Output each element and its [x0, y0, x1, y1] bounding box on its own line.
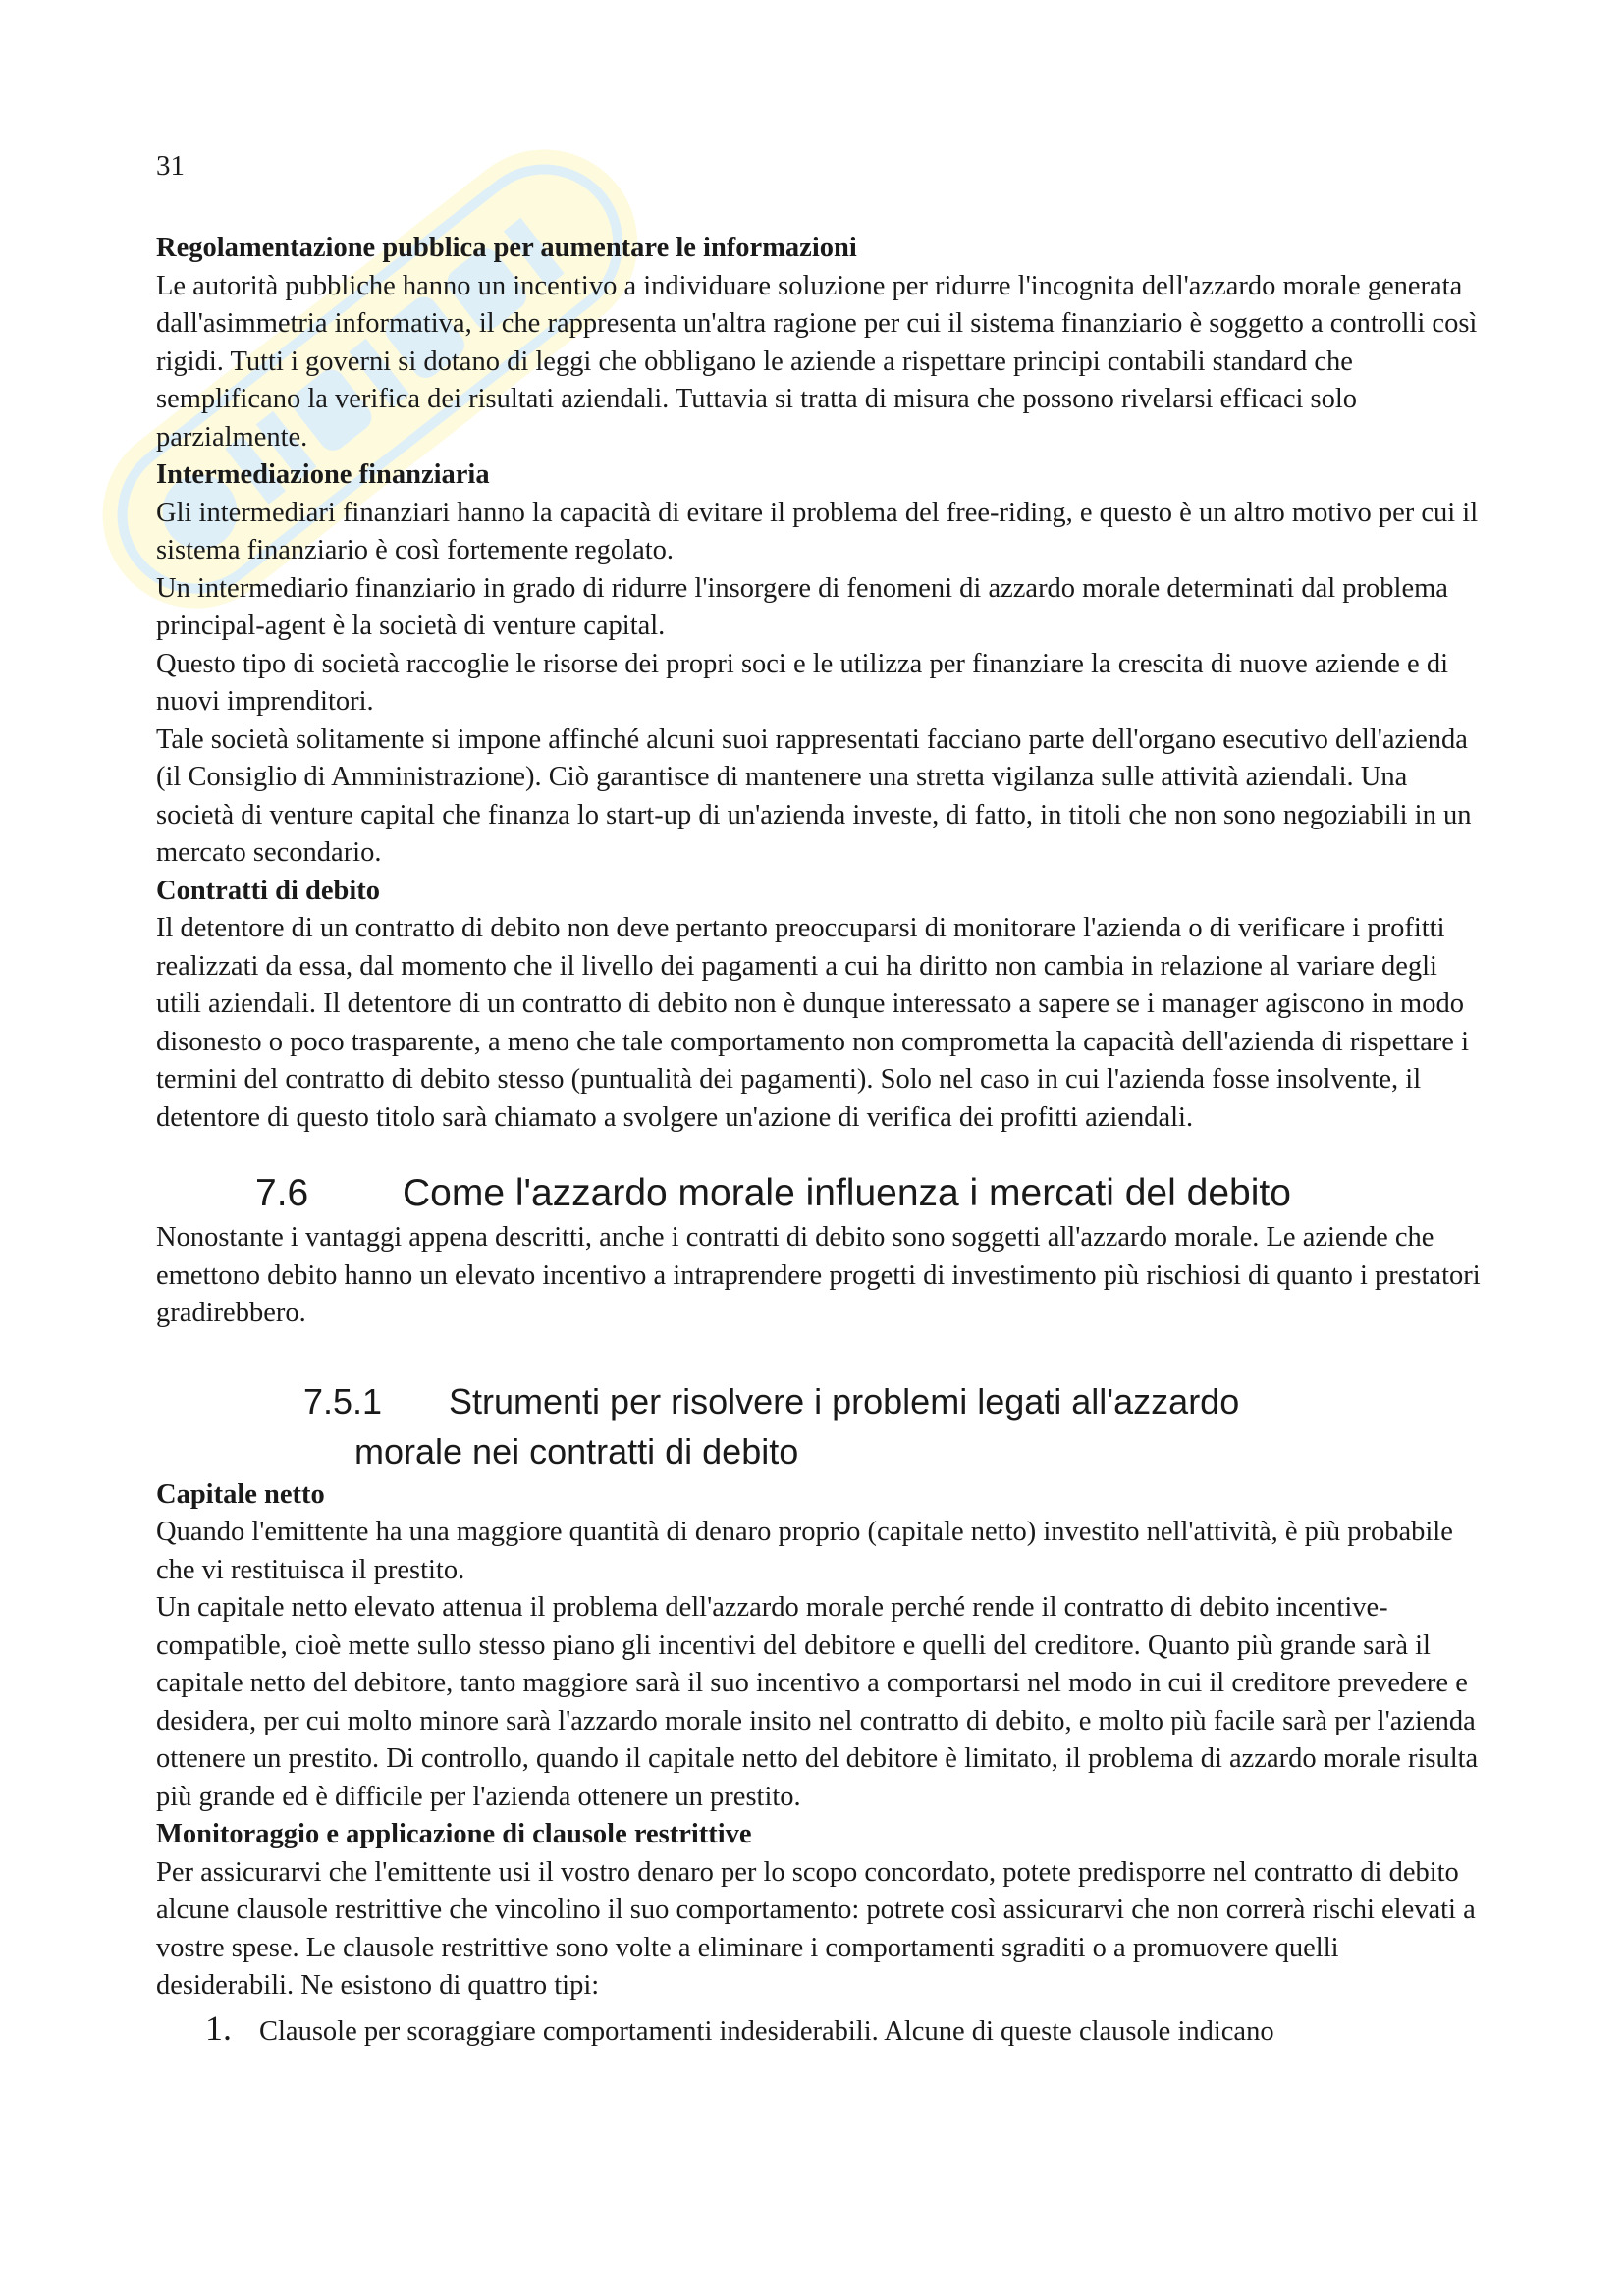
paragraph: Un capitale netto elevato attenua il problema dell'azzardo morale perché rende il contratto di debito incentive-compatible, cioè mette sullo stesso piano gli incentivi del debitore e quelli del creditore. Quanto più grande sarà il capitale netto del debitore, tanto maggiore sarà il suo incentivo a comportarsi nel modo in cui il creditore prevedere e desidera, per cui molto minore sarà l'azzardo morale insito nel contratto di debito, e molto più facile sarà per l'azienda ottenere un prestito. Di controllo, quando il capitale netto del debitore è limitato, il problema di azzardo morale risulta più grande ed è difficile per l'azienda ottenere un prestito. [156, 1592, 1479, 1812]
paragraph: Il detentore di un contratto di debito non deve pertanto preoccuparsi di monitorare l'azienda o di verificare i profitti realizzati da essa, dal momento che il livello dei pagamenti a cui ha diritto non cambia in relazione al variare degli utili aziendali. Il detentore di un contratto di debito non è dunque interessato a sapere se i manager agiscono in modo disonesto o poco trasparente, a meno che tale comportamento non comprometta la capacità dell'azienda di rispettare i termini del contratto di debito stesso (puntualità dei pagamenti). Solo nel caso in cui l'azienda fosse insolvente, il detentore di questo titolo sarà chiamato a svolgere un'azione di verifica dei profitti aziendali. [156, 913, 1469, 1133]
list-number: 1. [205, 2007, 232, 2048]
subsection-number: 7.5.1 [303, 1380, 383, 1421]
intro-blocks [156, 230, 1482, 1137]
paragraph: Quando l'emittente ha una maggiore quantità di denaro proprio (capitale netto) investito nell'attività, è più probabile che vi restituisca il prestito. [156, 1517, 1453, 1585]
heading-regolamentazione: Regolamentazione pubblica per aumentare le informazioni [156, 233, 857, 263]
section-number: 7.6 [255, 1172, 309, 1214]
paragraph: Le autorità pubbliche hanno un incentivo a individuare soluzione per ridurre l'incognita dell'azzardo morale generata dall'asimmetria informativa, il che rappresenta un'altra ragione per cui il sistema finanziario è soggetto a controlli così rigidi. Tutti i governi si dotano di leggi che obbligano le aziende a rispettare principi contabili standard che semplificano la verifica dei risultati aziendali. Tuttavia si tratta di misura che possono rivelarsi efficaci solo parzialmente. [156, 270, 1478, 453]
section-title: Come l'azzardo morale influenza i mercati del debito [403, 1172, 1291, 1214]
paragraph: Un intermediario finanziario in grado di ridurre l'insorgere di fenomeni di azzardo morale determinati dal problema principal-agent è la società di venture capital. [156, 572, 1448, 641]
list-item [156, 2007, 1482, 2052]
heading-intermediazione: Intermediazione finanziaria [156, 459, 490, 490]
list-text: Clausole per scoraggiare comportamenti indesiderabili. Alcune di queste clausole indicano [259, 2015, 1274, 2047]
page-content [156, 147, 1482, 2051]
paragraph: Questo tipo di società raccoglie le risorse dei propri soci e le utilizza per finanziare la crescita di nuove aziende e di nuovi imprenditori. [156, 648, 1448, 717]
subsection-title-line1: Strumenti per risolvere i problemi legati all'azzardo [449, 1380, 1240, 1421]
section-heading-7-5-1 [156, 1376, 1482, 1476]
heading-monitoraggio: Monitoraggio e applicazione di clausole restrittive [156, 1819, 752, 1849]
heading-contratti-debito: Contratti di debito [156, 875, 380, 906]
paragraph: Nonostante i vantaggi appena descritti, anche i contratti di debito sono soggetti all'azzardo morale. Le aziende che emettono debito hanno un elevato incentivo a intraprendere progetti di investimento più rischiosi di quanto i prestatori gradirebbero. [156, 1222, 1481, 1328]
page-number: 31 [156, 150, 185, 182]
section-heading-7-6 [156, 1168, 1482, 1219]
paragraph: Per assicurarvi che l'emittente usi il vostro denaro per lo scopo concordato, potete predisporre nel contratto di debito alcune clausole restrittive che vincolino il suo comportamento: potrete così assicurarvi che non correrà rischi elevati a vostre spese. Le clausole restrittive sono volte a eliminare i comportamenti sgraditi o a promuovere quelli desiderabili. Ne esistono di quattro tipi: [156, 1856, 1476, 2001]
paragraph: Gli intermediari finanziari hanno la capacità di evitare il problema del free-riding, e questo è un altro motivo per cui il sistema finanziario è così fortemente regolato. [156, 497, 1479, 565]
paragraph: Tale società solitamente si impone affinché alcuni suoi rappresentati facciano parte dell'organo esecutivo dell'azienda (il Consiglio di Amministrazione). Ciò garantisce di mantenere una stretta vigilanza sulle attività aziendali. Una società di venture capital che finanza lo start-up di un'azienda investe, di fatto, in titoli che non sono negoziabili in un mercato secondario. [156, 723, 1472, 868]
subsection-title-line2: morale nei contratti di debito [354, 1430, 799, 1471]
heading-capitale-netto: Capitale netto [156, 1478, 325, 1510]
subsection-blocks [156, 1476, 1482, 2005]
